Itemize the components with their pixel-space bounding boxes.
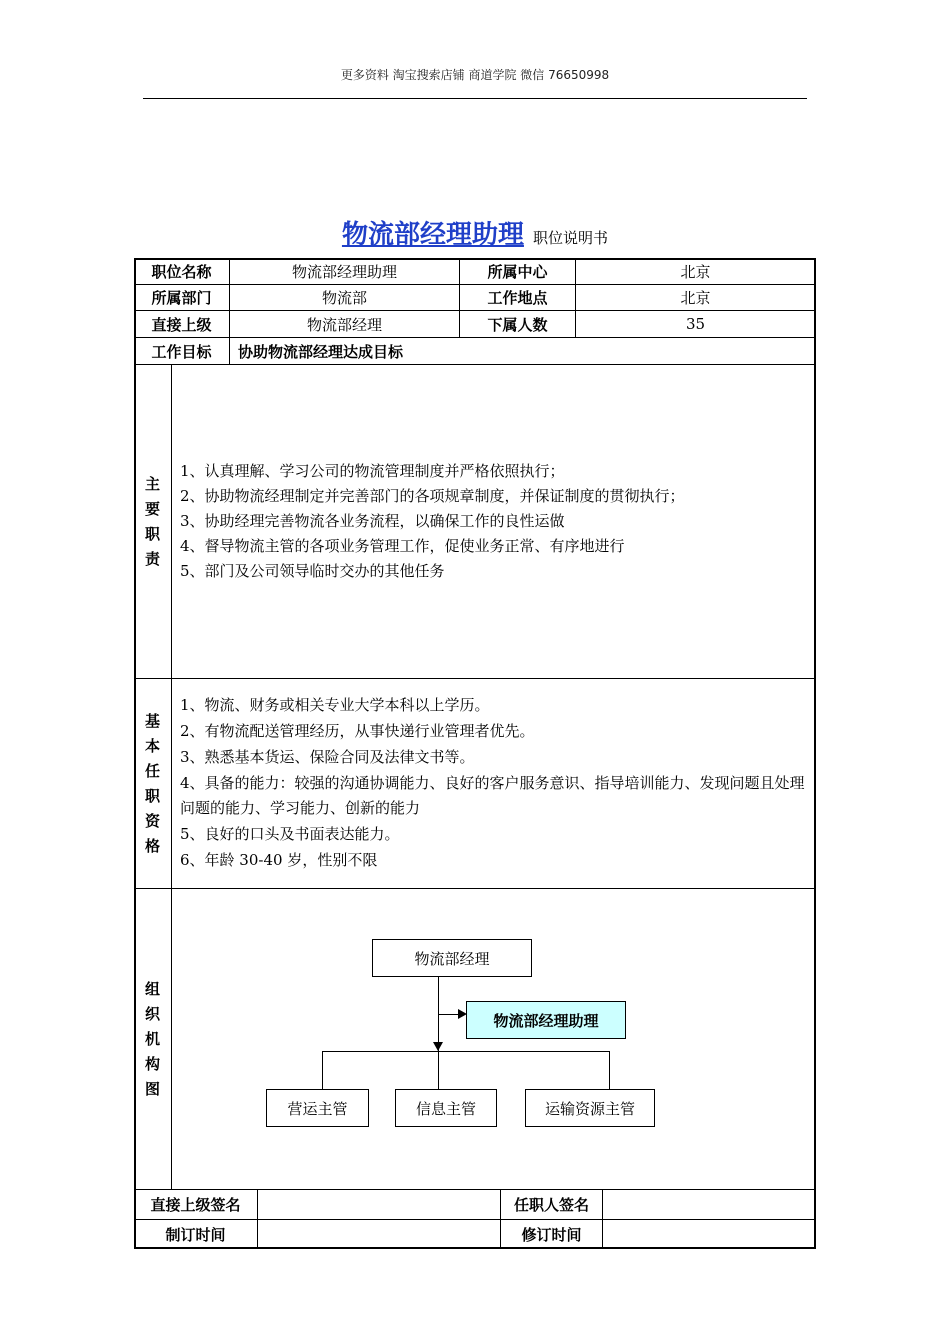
center-label: 所属中心 xyxy=(460,258,576,285)
supervisor-sign-label: 直接上级签名 xyxy=(134,1190,258,1220)
arrow-down-icon xyxy=(433,1042,443,1051)
duty-item: 4、督导物流主管的各项业务管理工作，促使业务正常、有序地进行 xyxy=(180,537,625,555)
org-label-char: 组 xyxy=(144,979,160,998)
title-main[interactable]: 物流部经理助理 xyxy=(341,220,524,250)
duties-label xyxy=(134,365,172,679)
org-connector-horizontal xyxy=(322,1051,610,1052)
department-label: 所属部门 xyxy=(134,285,230,311)
org-subordinate-box: 营运主管 xyxy=(266,1089,369,1127)
org-label-char: 构 xyxy=(144,1054,160,1073)
subordinates-label: 下属人数 xyxy=(460,311,576,338)
qualifications-label xyxy=(134,679,172,889)
duties-list xyxy=(180,459,685,584)
qualifications-label-char: 本 xyxy=(144,736,160,755)
org-connector-drop xyxy=(322,1051,323,1089)
work-location-label: 工作地点 xyxy=(460,285,576,311)
org-label-char: 机 xyxy=(144,1029,160,1048)
supervisor-value: 物流部经理 xyxy=(230,311,460,338)
duties-content xyxy=(172,365,816,679)
supervisor-label: 直接上级 xyxy=(134,311,230,338)
duty-item: 2、协助物流经理制定并完善部门的各项规章制度，并保证制度的贯彻执行； xyxy=(180,487,685,505)
org-subordinate-box: 信息主管 xyxy=(395,1089,497,1127)
qualifications-content xyxy=(172,679,816,889)
position-name-label: 职位名称 xyxy=(134,258,230,285)
job-description-table xyxy=(134,258,816,1249)
title-sub: 职位说明书 xyxy=(533,229,609,247)
org-label-char: 图 xyxy=(144,1079,160,1098)
qualification-item: 5、良好的口头及书面表达能力。 xyxy=(180,825,400,843)
position-name-value: 物流部经理助理 xyxy=(230,258,460,285)
org-chart xyxy=(172,889,816,1190)
qualification-item: 3、熟悉基本货运、保险合同及法律文书等。 xyxy=(180,748,475,766)
qualifications-list xyxy=(180,693,809,874)
duties-label-char: 主 xyxy=(144,474,160,493)
duties-label-char: 职 xyxy=(144,524,160,543)
center-value: 北京 xyxy=(576,258,816,285)
org-label-char: 织 xyxy=(144,1004,160,1023)
work-location-value: 北京 xyxy=(576,285,816,311)
header-note: 更多资料 淘宝搜索店铺 商道学院 微信 76650998 xyxy=(340,68,610,82)
supervisor-sign-field[interactable] xyxy=(258,1190,501,1220)
qualifications-label-char: 资 xyxy=(144,811,160,830)
employee-sign-field[interactable] xyxy=(603,1190,816,1220)
org-connector-drop xyxy=(609,1051,610,1089)
goal-label: 工作目标 xyxy=(134,338,230,365)
qualification-item: 6、年龄 30-40 岁，性别不限 xyxy=(180,851,378,869)
duty-item: 5、部门及公司领导临时交办的其他任务 xyxy=(180,562,445,580)
qualification-item: 1、物流、财务或相关专业大学本科以上学历。 xyxy=(180,696,490,714)
header-rule xyxy=(143,98,807,99)
org-label xyxy=(134,889,172,1190)
duty-item: 1、认真理解、学习公司的物流管理制度并严格依照执行； xyxy=(180,462,565,480)
created-time-field[interactable] xyxy=(258,1220,501,1249)
employee-sign-label: 任职人签名 xyxy=(501,1190,603,1220)
qualifications-label-char: 基 xyxy=(144,711,160,730)
org-assistant-box: 物流部经理助理 xyxy=(466,1001,626,1039)
qualifications-label-char: 任 xyxy=(144,761,160,780)
goal-value: 协助物流部经理达成目标 xyxy=(230,338,816,365)
revised-time-label: 修订时间 xyxy=(501,1220,603,1249)
revised-time-field[interactable] xyxy=(603,1220,816,1249)
qualifications-label-char: 格 xyxy=(144,836,160,855)
department-value: 物流部 xyxy=(230,285,460,311)
duties-label-char: 责 xyxy=(144,549,160,568)
subordinates-value: 35 xyxy=(576,311,816,338)
created-time-label: 制订时间 xyxy=(134,1220,258,1249)
duty-item: 3、协助经理完善物流各业务流程，以确保工作的良性运做 xyxy=(180,512,565,530)
org-subordinate-box: 运输资源主管 xyxy=(525,1089,655,1127)
org-manager-box: 物流部经理 xyxy=(372,939,532,977)
org-connector-drop xyxy=(438,1051,439,1089)
qualification-item: 4、具备的能力：较强的沟通协调能力、良好的客户服务意识、指导培训能力、发现问题且处理问题的能力、学习能力、创新的能力 xyxy=(180,774,805,817)
qualification-item: 2、有物流配送管理经历，从事快递行业管理者优先。 xyxy=(180,722,535,740)
duties-label-char: 要 xyxy=(144,499,160,518)
qualifications-label-char: 职 xyxy=(144,786,160,805)
page-title xyxy=(0,214,950,251)
